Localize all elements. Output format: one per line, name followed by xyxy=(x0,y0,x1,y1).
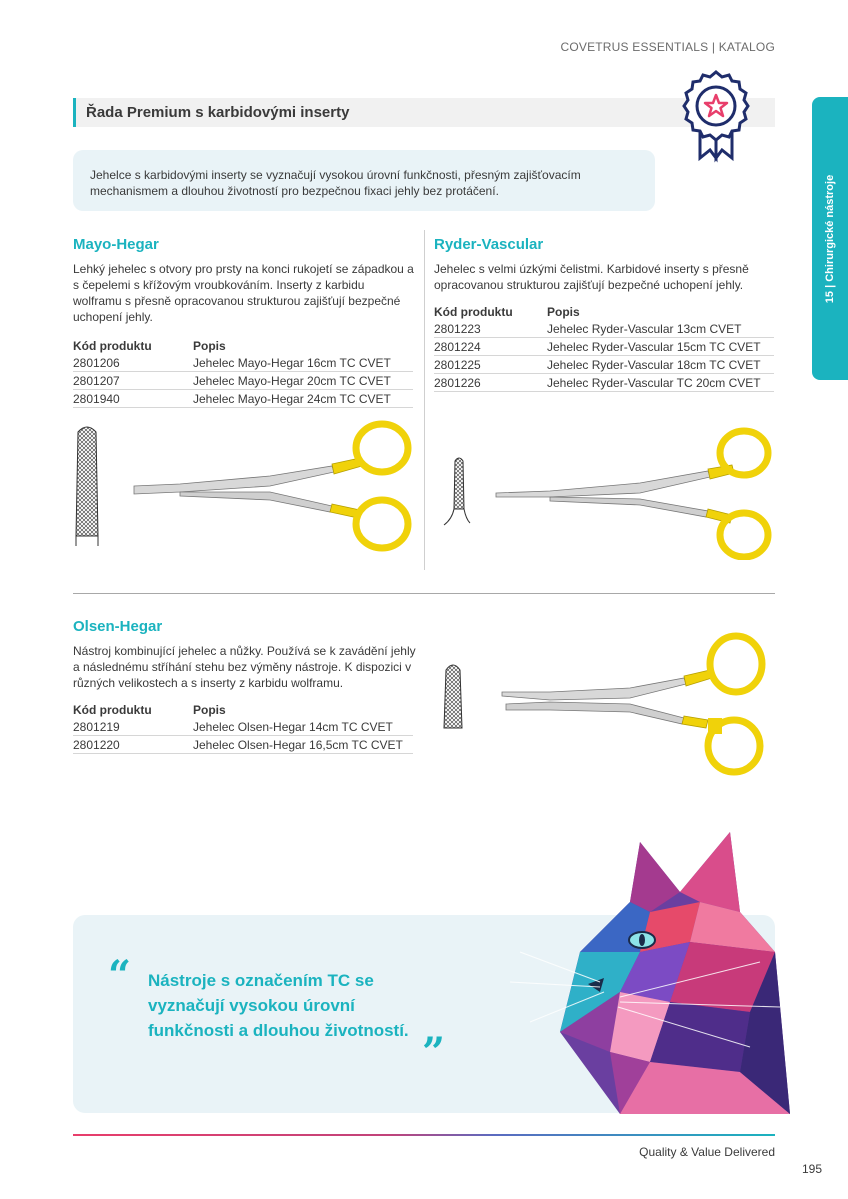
table-row xyxy=(73,718,413,736)
product-code: 2801220 xyxy=(73,736,193,754)
section-divider xyxy=(73,593,775,594)
footer-tagline: Quality & Value Delivered xyxy=(639,1145,775,1159)
olsen-hegar-section xyxy=(73,618,418,754)
chapter-side-tab-label: 15 | Chirurgické nástroje xyxy=(824,174,836,303)
product-desc: Jehelec Ryder-Vascular TC 20cm CVET xyxy=(547,374,774,392)
table-row xyxy=(434,374,774,392)
product-code: 2801225 xyxy=(434,356,547,374)
table-row xyxy=(434,356,774,374)
quote-text: Nástroje s označením TC se vyznačují vysokou úrovní funkčnosti a dlouhou životností. xyxy=(148,971,409,1040)
product-code: 2801940 xyxy=(73,390,193,408)
table-header-code: Kód produktu xyxy=(73,338,152,353)
award-badge-icon xyxy=(678,66,754,166)
product-desc: Jehelec Olsen-Hegar 14cm TC CVET xyxy=(193,718,413,736)
mayo-hegar-table xyxy=(73,337,413,408)
catalog-header: COVETRUS ESSENTIALS | KATALOG xyxy=(560,40,775,54)
intro-text: Jehelce s karbidovými inserty se vyznačují vysokou úrovní funkčnosti, přesným zajišťovacím mechanismem a dlouhou životností pro bezpečnou fixaci jehly bez protáčení. xyxy=(90,168,581,198)
table-row xyxy=(73,736,413,754)
table-header-code: Kód produktu xyxy=(73,702,152,717)
page-number: 195 xyxy=(801,1162,822,1176)
product-code: 2801219 xyxy=(73,718,193,736)
section-title-bar xyxy=(73,98,775,127)
olsen-hegar-title: Olsen-Hegar xyxy=(73,618,163,635)
mayo-hegar-section xyxy=(73,236,415,408)
table-header-desc: Popis xyxy=(547,304,580,319)
ryder-vascular-title: Ryder-Vascular xyxy=(434,236,544,253)
product-desc: Jehelec Ryder-Vascular 15cm TC CVET xyxy=(547,338,774,356)
intro-box xyxy=(73,150,655,211)
product-code: 2801224 xyxy=(434,338,547,356)
chapter-side-tab[interactable] xyxy=(812,97,848,380)
olsen-hegar-description: Nástroj kombinující jehelec a nůžky. Používá se k zavádění jehly a následnému stříhání stehu bez výměny nástroje. K dispozici v různých velikostech a s inserty z karbidu wolframu. xyxy=(73,644,416,690)
ryder-vascular-instrument-image xyxy=(440,425,780,560)
section-title: Řada Premium s karbidovými inserty xyxy=(86,104,350,121)
product-desc: Jehelec Ryder-Vascular 13cm CVET xyxy=(547,320,774,338)
table-row xyxy=(434,320,774,338)
quote-open-icon: “ xyxy=(108,952,132,999)
quote-close-icon: ” xyxy=(422,1029,446,1076)
product-code: 2801207 xyxy=(73,372,193,390)
table-header-desc: Popis xyxy=(193,702,226,717)
product-desc: Jehelec Mayo-Hegar 16cm TC CVET xyxy=(193,354,413,372)
product-code: 2801206 xyxy=(73,354,193,372)
product-desc: Jehelec Ryder-Vascular 18cm TC CVET xyxy=(547,356,774,374)
product-code: 2801223 xyxy=(434,320,547,338)
table-header-desc: Popis xyxy=(193,338,226,353)
mayo-hegar-description: Lehký jehelec s otvory pro prsty na konci rukojetí se západkou a s čepelemi s křížovým vroubkováním. Inserty z karbidu wolframu s přesně opracovanou strukturou zajišťují bezpečné uchopení jehly. xyxy=(73,262,414,324)
mayo-hegar-instrument-image xyxy=(70,418,420,558)
table-row xyxy=(73,354,413,372)
table-row xyxy=(73,390,413,408)
table-row xyxy=(434,338,774,356)
ryder-vascular-section xyxy=(434,236,779,392)
table-row xyxy=(73,372,413,390)
ryder-vascular-table xyxy=(434,303,774,392)
product-desc: Jehelec Mayo-Hegar 24cm TC CVET xyxy=(193,390,413,408)
polygon-cat-illustration xyxy=(500,832,800,1114)
table-header-code: Kód produktu xyxy=(434,304,513,319)
mayo-hegar-title: Mayo-Hegar xyxy=(73,236,159,253)
product-desc: Jehelec Olsen-Hegar 16,5cm TC CVET xyxy=(193,736,413,754)
olsen-hegar-instrument-image xyxy=(440,630,780,780)
footer-gradient-line xyxy=(73,1134,775,1136)
column-divider xyxy=(424,230,425,570)
product-desc: Jehelec Mayo-Hegar 20cm TC CVET xyxy=(193,372,413,390)
product-code: 2801226 xyxy=(434,374,547,392)
ryder-vascular-description: Jehelec s velmi úzkými čelistmi. Karbidové inserty s přesně opracovanou strukturou zajišťují bezpečné uchopení jehly. xyxy=(434,262,749,292)
olsen-hegar-table xyxy=(73,701,413,754)
